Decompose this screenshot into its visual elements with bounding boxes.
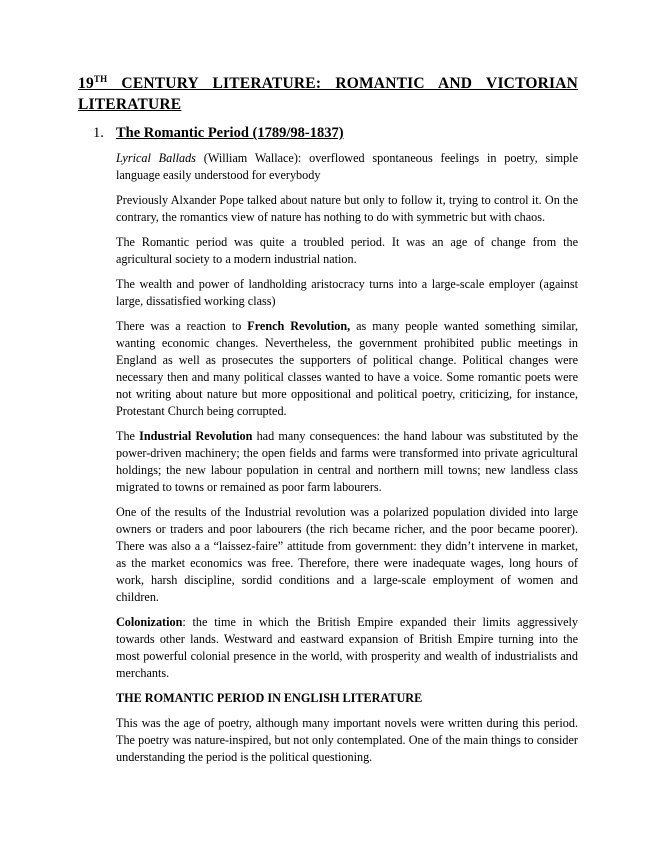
paragraph-text: as many people wanted something similar, wanting economic changes. Nevertheless, the government prohibited public meetings in England as well as prosecutes the supporters of political change. Political changes were necessary then and many political classes wanted to have a voice. Some romantic poets were not writing about nature but more oppositional and political poetry, criticizing, for instance, Protestant Church being corrupted. [116,319,578,418]
paragraph-troubled-period: The Romantic period was quite a troubled period. It was an age of change from the agricultural society to a modern industrial nation. [116,235,578,266]
title-line2: LITERATURE [78,96,182,113]
paragraph-text: The [116,429,140,443]
section-heading-text: The Romantic Period (1789/98-1837) [116,125,344,141]
paragraph-text: There was a reaction to [116,319,248,333]
italic-title: Lyrical Ballads [116,151,196,165]
paragraph-polarized-population: One of the results of the Industrial revolution was a polarized population divided into large owners or traders and poor labourers (the rich became richer, and the poor became poorer). There was also a a “laissez-faire” attitude from government: they didn’t intervene in market, as the market economics was free. Therefore, there were inadequate wages, long hours of work, harsh discipline, sordid conditions and a large-scale employment of women and children. [116,505,578,604]
paragraph-french-revolution [116,318,578,420]
document-title [78,73,578,115]
paragraph-text: (William Wallace): overflowed spontaneous feelings in poetry, simple language easily understood for everybody [116,151,578,182]
bold-term: Industrial Revolution [139,429,253,443]
paragraph-colonization [116,614,578,682]
paragraph-industrial-revolution [116,428,578,496]
title-superscript: TH [93,74,108,84]
paragraph-text: : the time in which the British Empire expanded their limits aggressively towards other lands. Westward and eastward expansion of British Empire turning into the most powerful colonial presence in the world, with prosperity and wealth of industrialists and merchants. [116,615,578,680]
bold-term: Colonization [116,615,183,629]
bold-term: French Revolution, [247,319,351,333]
title-rest: CENTURY LITERATURE: ROMANTIC AND VICTORIAN [107,75,578,92]
document-body [116,150,578,774]
section-heading [93,124,344,142]
section-number: 1. [93,125,104,141]
title-prefix: 19 [78,75,94,92]
paragraph-aristocracy: The wealth and power of landholding aristocracy turns into a large-scale employer (against large, dissatisfied working class) [116,277,578,308]
paragraph-age-of-poetry: This was the age of poetry, although many important novels were written during this period. The poetry was nature-inspired, but not only contemplated. One of the main things to consider understanding the period is the political questioning. [116,716,578,764]
paragraph-text: had many consequences: the hand labour was substituted by the power-driven machinery; the open fields and farms were transformed into private agricultural holdings; the new labour population in central and northern mill towns; new landless class migrated to towns or remained as poor farm labourers. [116,429,578,494]
paragraph-lyrical-ballads [116,150,578,184]
paragraph-pope: Previously Alxander Pope talked about nature but only to follow it, trying to control it. On the contrary, the romantics view of nature has nothing to do with symmetric but with chaos. [116,193,578,224]
subheading: THE ROMANTIC PERIOD IN ENGLISH LITERATURE [116,691,423,705]
